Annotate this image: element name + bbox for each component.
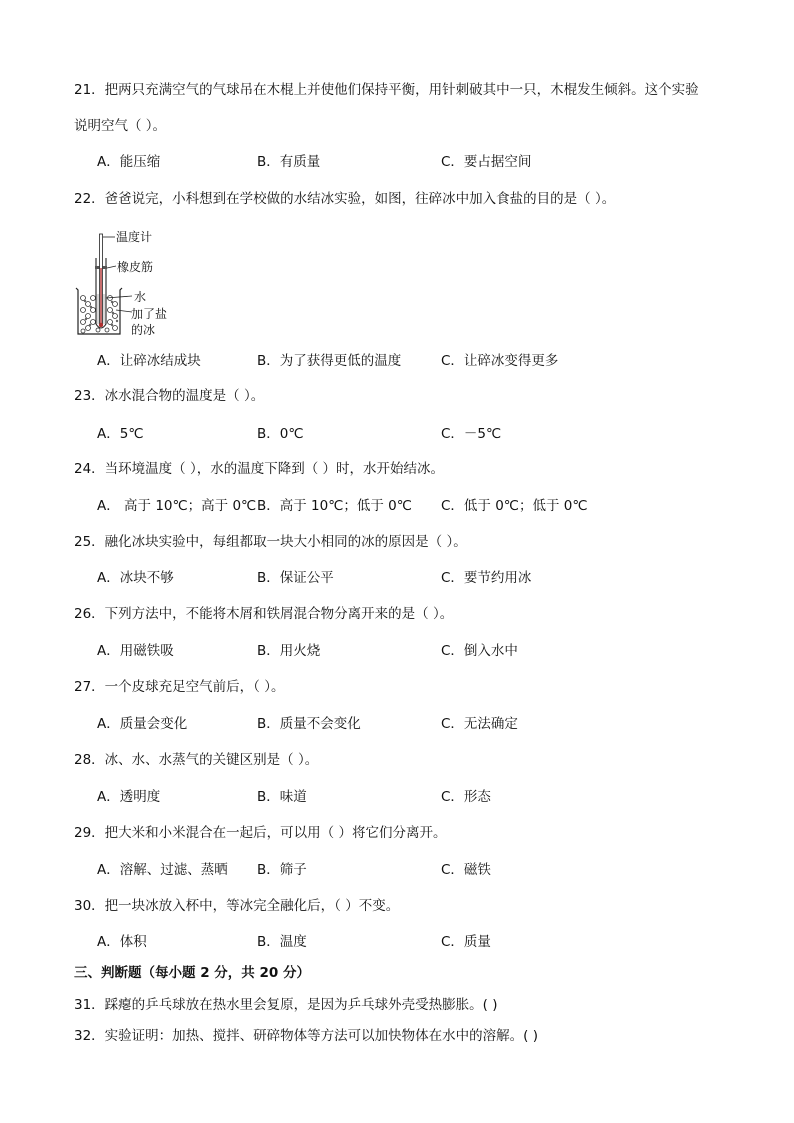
question-24-option-b: B．高于 10℃；低于 0℃	[257, 498, 412, 514]
question-28-option-c: C．形态	[441, 789, 491, 805]
question-23-stem: 23．冰水混合物的温度是（ ）。	[74, 388, 265, 404]
question-23-option-a: A．5℃	[97, 426, 144, 442]
salted-ice-label-line2: 的冰	[131, 323, 156, 337]
section-3-title: 三、判断题（每小题 2 分，共 20 分）	[74, 965, 310, 981]
question-22-option-c: C．让碎冰变得更多	[441, 353, 559, 369]
question-29-stem: 29．把大米和小米混合在一起后，可以用（ ）将它们分离开。	[74, 825, 447, 841]
beaker-thermometer-diagram	[74, 228, 184, 340]
question-23-option-b: B．0℃	[257, 426, 304, 442]
question-28-stem: 28．冰、水、水蒸气的关键区别是（ ）。	[74, 752, 319, 768]
question-22-option-b: B．为了获得更低的温度	[257, 353, 402, 369]
question-29-option-b: B．筛子	[257, 862, 307, 878]
question-27-stem: 27．一个皮球充足空气前后，（ ）。	[74, 679, 285, 695]
question-23-option-c: C．－5℃	[441, 426, 502, 442]
question-21-option-c: C．要占据空间	[441, 154, 532, 170]
question-30-option-a: A．体积	[97, 934, 147, 950]
question-28-option-a: A．透明度	[97, 789, 161, 805]
water-label: 水	[134, 290, 147, 304]
question-22-stem: 22．爸爸说完，小科想到在学校做的水结冰实验，如图，往碎冰中加入食盐的目的是（ ）。	[74, 191, 616, 207]
question-24-stem: 24．当环境温度（ ），水的温度下降到（ ）时，水开始结冰。	[74, 461, 445, 477]
question-27-option-a: A．质量会变化	[97, 716, 188, 732]
thermometer-label: 温度计	[116, 230, 153, 244]
question-30-stem: 30．把一块冰放入杯中，等冰完全融化后，（ ）不变。	[74, 898, 400, 914]
question-26-option-a: A．用磁铁吸	[97, 643, 174, 659]
question-29-option-c: C．磁铁	[441, 862, 491, 878]
question-32-statement: 32．实验证明：加热、搅拌、研碎物体等方法可以加快物体在水中的溶解。( )	[74, 1028, 539, 1044]
question-26-stem: 26．下列方法中，不能将木屑和铁屑混合物分离开来的是（ ）。	[74, 606, 454, 622]
question-25-stem: 25．融化冰块实验中，每组都取一块大小相同的冰的原因是（ ）。	[74, 534, 467, 550]
question-30-option-c: C．质量	[441, 934, 491, 950]
question-26-option-b: B．用火烧	[257, 643, 321, 659]
question-31-statement: 31．踩瘪的乒乓球放在热水里会复原，是因为乒乓球外壳受热膨胀。( )	[74, 997, 498, 1013]
salted-ice-label-line1: 加了盐	[131, 307, 168, 321]
question-22-option-a: A．让碎冰结成块	[97, 353, 201, 369]
ice-salt-experiment-figure	[74, 228, 184, 340]
question-24-option-c: C．低于 0℃；低于 0℃	[441, 498, 588, 514]
question-25-option-c: C．要节约用冰	[441, 570, 532, 586]
question-25-option-b: B．保证公平	[257, 570, 334, 586]
question-21-stem-line1: 21．把两只充满空气的气球吊在木棍上并使他们保持平衡，用针刺破其中一只，木棍发生倾斜。这个实验	[74, 82, 699, 98]
question-26-option-c: C．倒入水中	[441, 643, 518, 659]
question-29-option-a: A．溶解、过滤、蒸晒	[97, 862, 228, 878]
question-30-option-b: B．温度	[257, 934, 307, 950]
question-21-stem-line2: 说明空气（ ）。	[74, 118, 167, 134]
question-25-option-a: A．冰块不够	[97, 570, 174, 586]
question-21-option-b: B．有质量	[257, 154, 321, 170]
question-27-option-b: B．质量不会变化	[257, 716, 361, 732]
question-21-option-a: A．能压缩	[97, 154, 161, 170]
question-28-option-b: B．味道	[257, 789, 307, 805]
question-27-option-c: C．无法确定	[441, 716, 518, 732]
question-24-option-a: A． 高于 10℃；高于 0℃	[97, 498, 257, 514]
rubber-band-label: 橡皮筋	[117, 260, 154, 274]
